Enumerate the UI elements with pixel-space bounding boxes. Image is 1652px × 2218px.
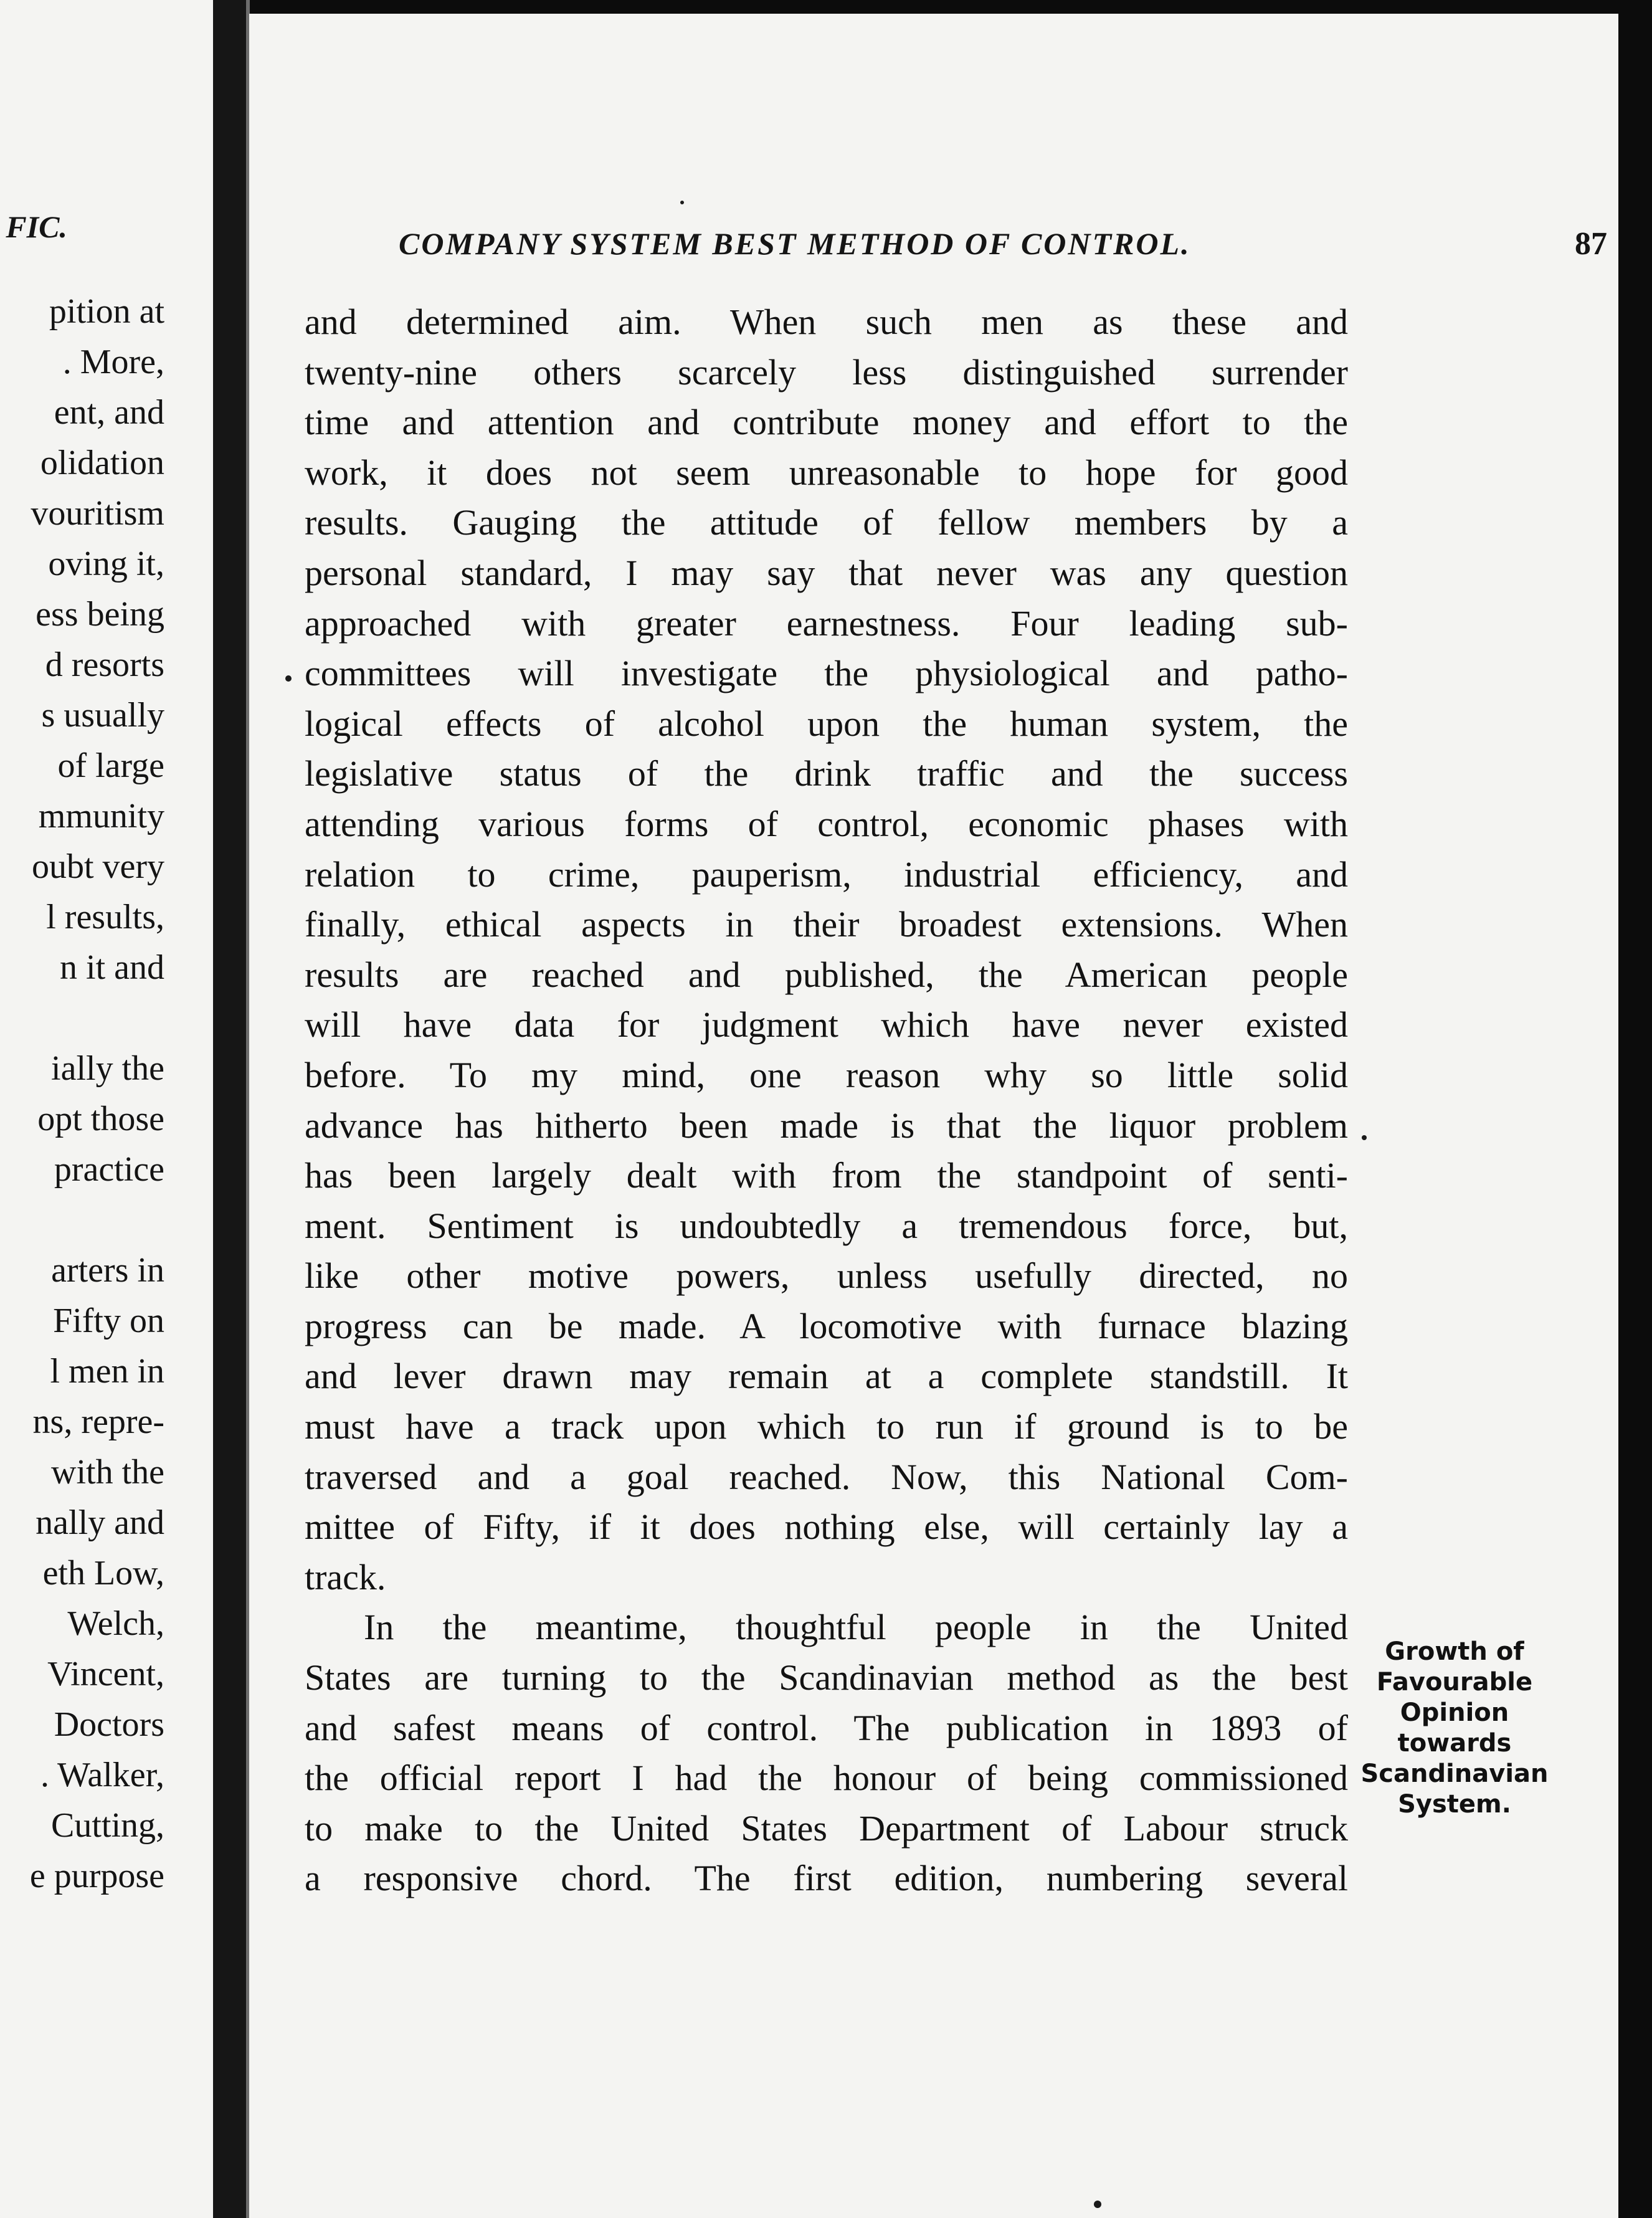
left-line-fragment: eth Low, [42, 1554, 164, 1592]
left-line-fragment: mmunity [38, 797, 164, 835]
left-line-fragment: practice [54, 1150, 164, 1189]
left-line-fragment: pition at [49, 292, 164, 331]
text-line: must have a track upon which to run if ground is to be [305, 1406, 1348, 1447]
text-line: twenty-nine others scarcely less distinguished surrender [305, 351, 1348, 393]
print-speck [285, 675, 292, 682]
marginal-note-line: Scandinavian [1360, 1759, 1549, 1788]
text-line: ment. Sentiment is undoubtedly a tremendous force, but, [305, 1205, 1348, 1246]
text-line: relation to crime, pauperism, industrial efficiency, and [305, 854, 1348, 895]
text-line: mittee of Fifty, if it does nothing else, will certainly lay a [305, 1506, 1348, 1548]
left-line-fragment: Welch, [67, 1604, 164, 1643]
left-line-fragment: e purpose [29, 1857, 164, 1895]
marginal-note-line: Favourable [1376, 1668, 1533, 1697]
text-line: will have data for judgment which have never existed [305, 1004, 1348, 1045]
left-line-fragment: with the [51, 1453, 164, 1492]
left-line-fragment: vouritism [31, 494, 164, 533]
text-line: logical effects of alcohol upon the human system, the [305, 703, 1348, 744]
text-line: approached with greater earnestness. Four leading sub- [305, 602, 1348, 644]
marginal-note-line: towards [1397, 1729, 1512, 1758]
right-page [249, 14, 1618, 2218]
text-line: traversed and a goal reached. Now, this National Com- [305, 1456, 1348, 1497]
left-line-fragment: oubt very [31, 847, 164, 886]
left-line-fragment: of large [57, 746, 164, 785]
left-line-fragment: ent, and [54, 393, 164, 432]
left-line-fragment: Doctors [54, 1705, 164, 1744]
text-line: like other motive powers, unless usefully directed, no [305, 1255, 1348, 1297]
left-line-fragment: opt those [37, 1100, 164, 1138]
left-line-fragment: Cutting, [50, 1806, 164, 1845]
left-running-head: FIC. [6, 209, 67, 244]
text-line: time and attention and contribute money and effort to the [305, 402, 1348, 443]
running-title: COMPANY SYSTEM BEST METHOD OF CONTROL. [399, 226, 1191, 261]
book-gutter [213, 0, 249, 2218]
text-line: committees will investigate the physiological and patho- [305, 653, 1348, 694]
left-line-fragment: n it and [60, 948, 164, 987]
scan-right-border [1618, 0, 1652, 2218]
left-line-fragment: . More, [62, 343, 164, 381]
text-line: before. To my mind, one reason why so little solid [305, 1054, 1348, 1095]
text-line: results are reached and published, the American people [305, 954, 1348, 995]
left-page [0, 0, 213, 2218]
left-line-fragment: arters in [51, 1251, 164, 1290]
left-line-fragment: Fifty on [53, 1302, 164, 1340]
text-line: a responsive chord. The first edition, numbering several [305, 1858, 1348, 1899]
body-text [305, 297, 1348, 1904]
left-line-fragment: s usually [41, 696, 164, 735]
left-line-fragment: d resorts [45, 645, 164, 684]
text-line: and safest means of control. The publication in 1893 of [305, 1707, 1348, 1748]
marginal-note-line: Growth of [1385, 1637, 1524, 1666]
left-line-fragment: olidation [40, 444, 164, 482]
left-line-fragment: ns, repre- [32, 1402, 164, 1441]
text-line: and determined aim. When such men as these and [305, 302, 1348, 342]
marginal-note [1349, 1637, 1560, 1820]
text-line: progress can be made. A locomotive with furnace blazing [305, 1305, 1348, 1346]
left-line-fragment: oving it, [48, 545, 164, 583]
print-speck [680, 201, 684, 204]
left-line-fragment: l men in [50, 1352, 164, 1391]
text-line: attending various forms of control, economic phases with [305, 803, 1348, 844]
text-line: the official report I had the honour of being commissioned [305, 1758, 1348, 1799]
page-number: 87 [1575, 226, 1607, 262]
left-line-fragment: ess being [36, 595, 164, 634]
left-page-text [0, 287, 164, 1901]
left-line-fragment [0, 993, 164, 1044]
text-line: track. [305, 1556, 386, 1597]
text-line: and lever drawn may remain at a complete standstill. It [305, 1356, 1348, 1397]
text-line: legislative status of the drink traffic and the success [305, 753, 1348, 794]
text-line: advance has hitherto been made is that the liquor problem [305, 1105, 1348, 1146]
marginal-note-line: System. [1398, 1790, 1511, 1819]
left-line-fragment: l results, [46, 898, 164, 936]
print-speck [1362, 1135, 1367, 1140]
running-head [399, 226, 1607, 275]
text-line: In the meantime, thoughtful people in the United [364, 1607, 1348, 1648]
text-line: personal standard, I may say that never was any question [305, 552, 1348, 593]
text-line: results. Gauging the attitude of fellow members by a [305, 502, 1348, 543]
text-line: finally, ethical aspects in their broadest extensions. When [305, 904, 1348, 945]
text-line: work, it does not seem unreasonable to hope for good [305, 452, 1348, 493]
left-line-fragment: ially the [51, 1049, 164, 1088]
left-line-fragment: nally and [36, 1503, 164, 1542]
left-line-fragment: . Walker, [40, 1756, 164, 1794]
text-line: States are turning to the Scandinavian method as the best [305, 1657, 1348, 1698]
marginal-note-line: Opinion [1400, 1698, 1509, 1727]
text-line: to make to the United States Department of Labour struck [305, 1807, 1348, 1849]
left-line-fragment [0, 1195, 164, 1245]
left-line-fragment: Vincent, [47, 1655, 164, 1693]
text-line: has been largely dealt with from the standpoint of senti- [305, 1155, 1348, 1196]
print-speck [1094, 2201, 1101, 2208]
